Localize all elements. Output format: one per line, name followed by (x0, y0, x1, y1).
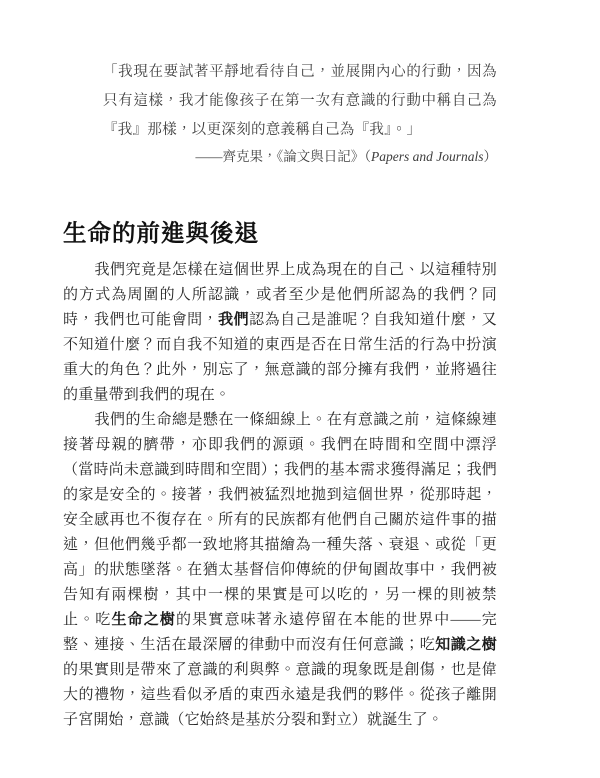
article-body (63, 258, 497, 733)
attribution-author: ——齊克果， (195, 149, 277, 164)
epigraph-quote (103, 58, 497, 167)
paragraph (63, 258, 497, 408)
paragraph (63, 408, 497, 733)
emphasis-term: 我們 (218, 312, 250, 328)
paragraph-text: 認為自己是誰呢？自我知道什麼，又不知道什麼？而自我不知道的東西是否在日常生活的行為中扮演重大的角色？此外，別忘了，無意識的部分擁有我們，並將過往的重量帶到我們的現在。 (63, 312, 497, 403)
attribution-original-title: Papers and Journals (371, 149, 484, 164)
chapter-heading: 生命的前進與後退 (63, 220, 259, 246)
epigraph-text: 「我現在要試著平靜地看待自己，並展開內心的行動，因為只有這樣，我才能像孩子在第一次有意識的行動中稱自己為『我』那樣，以更深刻的意義稱自己為『我』。」 (103, 64, 497, 138)
paragraph-text: 的果實意味著永遠停留在本能的世界中——完整、連接、生活在最深層的律動中而沒有任何意識；吃 (63, 612, 497, 653)
paragraph-text: 我們究竟是怎樣在這個世界上成為現在的自己、以這種特別的方式為周圍的人所認識，或者至少是他們所認為的我們？同時，我們也可能會問， (63, 262, 497, 328)
paragraph-text: 我們的生命總是懸在一條細線上。在有意識之前，這條線連接著母親的臍帶，亦即我們的源頭。我們在時間和空間中漂浮（當時尚未意識到時間和空間）；我們的基本需求獲得滿足；我們的家是安全的。接著，我們被猛烈地拋到這個世界，從那時起，安全感再也不復存在。所有的民族都有他們自己關於這件事的描述，但他們幾乎都一致地將其描繪為一種失落、衰退、或從「更高」的狀態墜落。在猶太基督信仰傳統的伊甸園故事中，我們被告知有兩棵樹，其中一棵的果實是可以吃的，另一棵的則被禁止。吃 (63, 412, 497, 628)
paragraph-text: 的果實則是帶來了意識的利與弊。意識的現象既是創傷，也是偉大的禮物，這些看似矛盾的東西永遠是我們的夥伴。從孩子離開子宮開始，意識（它始終是基於分裂和對立）就誕生了。 (63, 662, 497, 728)
emphasis-term: 知識之樹 (435, 637, 497, 653)
attribution-paren-open: （ (364, 149, 371, 164)
attribution-work-title: 《論文與日記》 (276, 149, 365, 164)
epigraph-attribution (103, 147, 497, 167)
emphasis-term: 生命之樹 (111, 612, 177, 628)
attribution-paren-close: ） (483, 149, 497, 164)
